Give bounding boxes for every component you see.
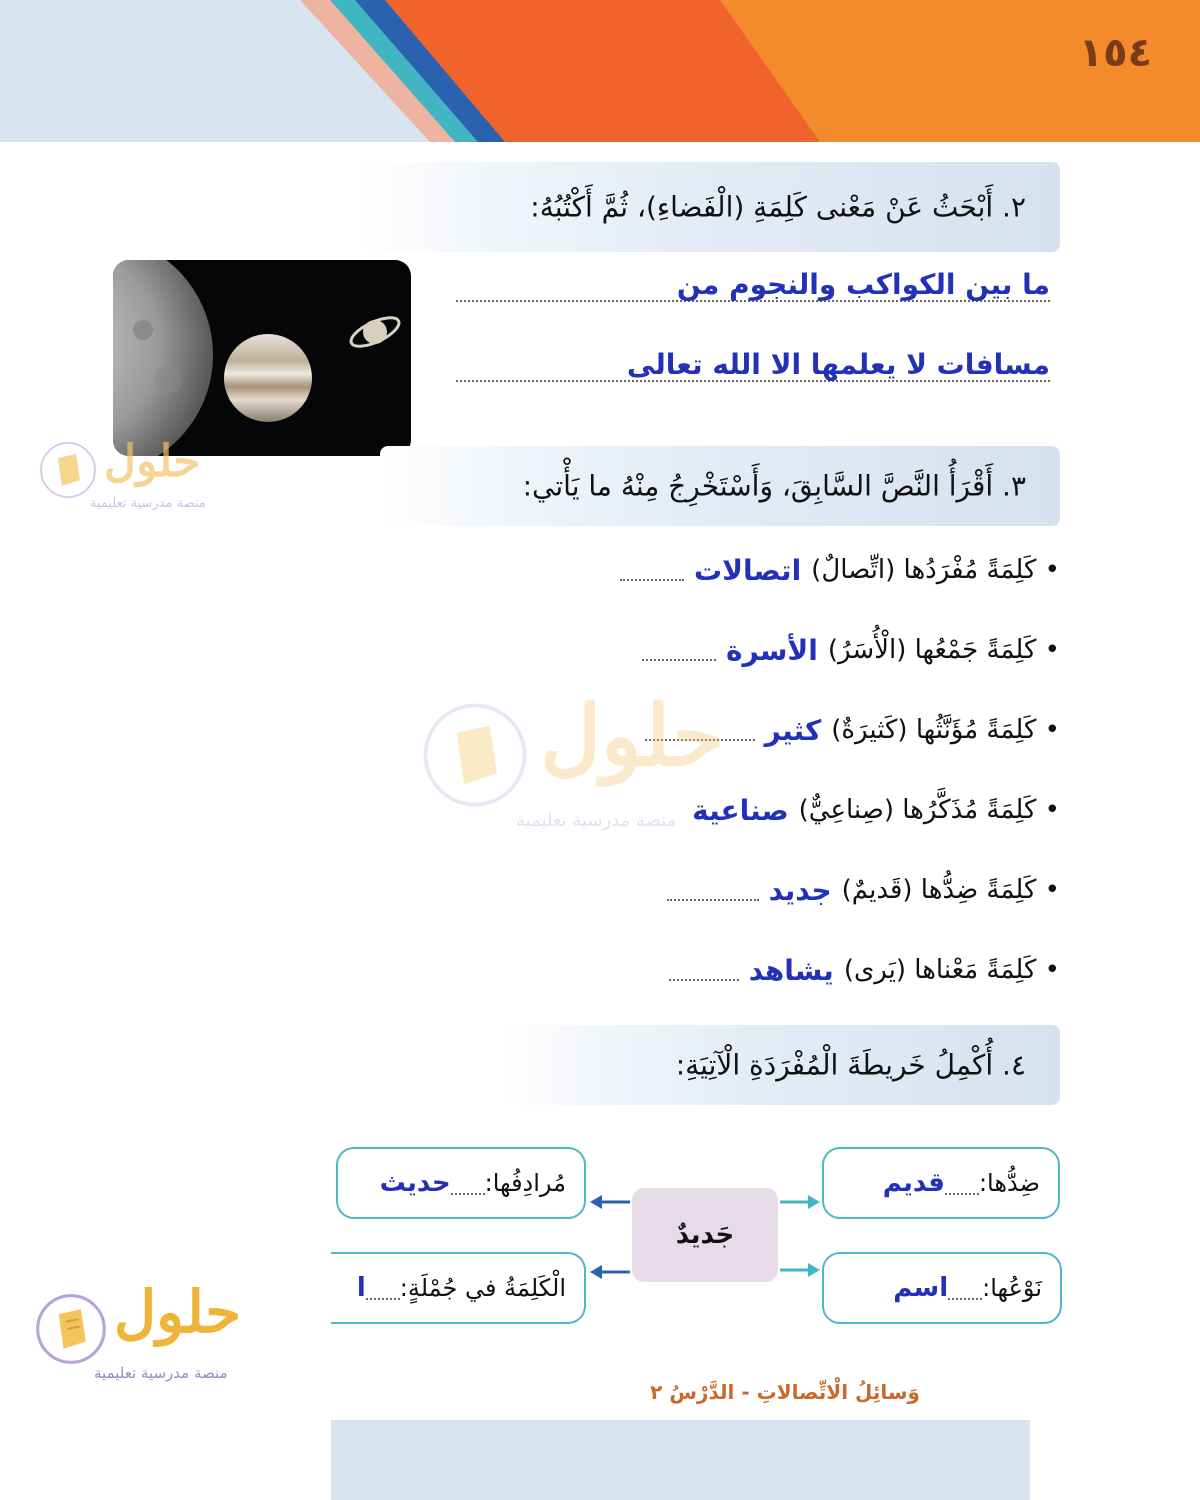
q3-item-3-answer[interactable]: كثير bbox=[764, 713, 822, 747]
synonym-label: مُرادِفُها: bbox=[484, 1169, 566, 1197]
type-dots bbox=[948, 1298, 982, 1300]
watermark-brand: حلول bbox=[540, 686, 725, 785]
q3-item-1-dots bbox=[620, 579, 684, 581]
q3-item-1-answer[interactable]: اتصالات bbox=[693, 553, 802, 587]
watermark-brand: حلول bbox=[114, 1278, 242, 1346]
q3-item-6-dots bbox=[669, 979, 739, 981]
q3-item-4-answer[interactable]: صناعية bbox=[692, 793, 789, 827]
q2-answer-line-1[interactable] bbox=[456, 268, 1050, 302]
question-4-header bbox=[500, 1025, 1060, 1105]
q2-answer-line-2[interactable] bbox=[456, 348, 1050, 382]
question-3-header bbox=[380, 446, 1060, 526]
space-photo bbox=[113, 260, 411, 456]
watermark-tagline: منصة مدرسية تعليمية bbox=[94, 1364, 228, 1382]
type-label: نَوْعُها: bbox=[982, 1274, 1042, 1302]
q3-item-6 bbox=[669, 945, 1060, 995]
footer-lesson-title: وَسائِلُ الْاتِّصالاتِ - الدَّرْسُ ٢ bbox=[650, 1380, 920, 1404]
q3-item-4-label: • كَلِمَةً مُذَكَّرُها (صِناعِيٌّ) bbox=[798, 795, 1060, 825]
map-box-antonym[interactable] bbox=[822, 1147, 1060, 1219]
watermark-brand: حلول bbox=[104, 436, 201, 487]
q3-item-5-answer[interactable]: جديد bbox=[768, 873, 832, 907]
q3-item-2 bbox=[642, 625, 1060, 675]
q3-item-6-answer[interactable]: يشاهد bbox=[748, 953, 834, 987]
q3-item-2-answer[interactable]: الأسرة bbox=[725, 633, 818, 667]
footer-bar bbox=[331, 1420, 1030, 1500]
banner-stripes bbox=[0, 0, 1200, 142]
watermark-book-icon bbox=[34, 1292, 108, 1366]
q3-item-5 bbox=[667, 865, 1060, 915]
q3-item-5-dots bbox=[667, 899, 759, 901]
q3-item-1-label: • كَلِمَةً مُفْرَدُها (اتِّصالٌ) bbox=[811, 555, 1060, 585]
planets-illustration bbox=[113, 260, 411, 456]
page-number: ١٥٤ bbox=[1078, 30, 1152, 76]
q2-answer-1: ما بين الكواكب والنجوم من bbox=[676, 268, 1050, 301]
antonym-answer: قديم bbox=[882, 1168, 945, 1198]
sentence-answer: ا bbox=[356, 1273, 366, 1303]
watermark-book-icon bbox=[420, 700, 530, 810]
question-2-header bbox=[360, 162, 1060, 252]
moon bbox=[113, 260, 213, 456]
q3-item-2-dots bbox=[642, 659, 716, 661]
sentence-dots bbox=[366, 1298, 400, 1300]
q3-item-5-label: • كَلِمَةً ضِدُّها (قَديمٌ) bbox=[841, 875, 1060, 905]
jupiter bbox=[224, 334, 312, 422]
question-4-text: ٤. أُكْمِلُ خَريطَةَ الْمُفْرَدَةِ الْآتِيَةِ: bbox=[675, 1048, 1026, 1082]
q3-item-3-label: • كَلِمَةً مُؤَنَّثُها (كَثيرَةٌ) bbox=[831, 715, 1060, 745]
map-box-synonym[interactable] bbox=[336, 1147, 586, 1219]
center-word: جَديدٌ bbox=[632, 1188, 778, 1282]
watermark-logo-top bbox=[38, 430, 238, 520]
saturn bbox=[363, 320, 387, 344]
top-banner bbox=[0, 0, 1200, 142]
q3-item-1 bbox=[620, 545, 1060, 595]
type-answer: اسم bbox=[893, 1273, 949, 1303]
sentence-label: الْكَلِمَةُ في جُمْلَةٍ: bbox=[399, 1274, 566, 1302]
watermark-book-icon bbox=[38, 440, 98, 500]
q3-item-2-label: • كَلِمَةً جَمْعُها (الْأُسَرُ) bbox=[827, 635, 1060, 665]
map-box-sentence[interactable] bbox=[331, 1252, 586, 1324]
synonym-dots bbox=[451, 1193, 485, 1195]
question-3-text: ٣. أَقْرَأُ النَّصَّ السَّابِقَ، وَأَسْتَخْرِجُ مِنْهُ ما يَأْتي: bbox=[522, 469, 1026, 503]
map-box-type[interactable] bbox=[822, 1252, 1062, 1324]
synonym-answer: حديث bbox=[379, 1168, 451, 1198]
antonym-dots bbox=[945, 1193, 979, 1195]
watermark-logo-center bbox=[420, 686, 800, 840]
question-2-text: ٢. أَبْحَثُ عَنْ مَعْنى كَلِمَةِ (الْفَضاءِ)، ثُمَّ أَكْتُبُهُ: bbox=[530, 190, 1026, 224]
watermark-tagline: منصة مدرسية تعليمية bbox=[90, 496, 206, 511]
watermark-logo-bottom bbox=[34, 1278, 284, 1388]
q2-answer-2: مسافات لا يعلمها الا الله تعالى bbox=[626, 348, 1050, 381]
watermark-tagline: منصة مدرسية تعليمية bbox=[516, 810, 677, 831]
antonym-label: ضِدُّها: bbox=[978, 1169, 1040, 1197]
q3-item-6-label: • كَلِمَةً مَعْناها (يَرى) bbox=[843, 955, 1060, 985]
